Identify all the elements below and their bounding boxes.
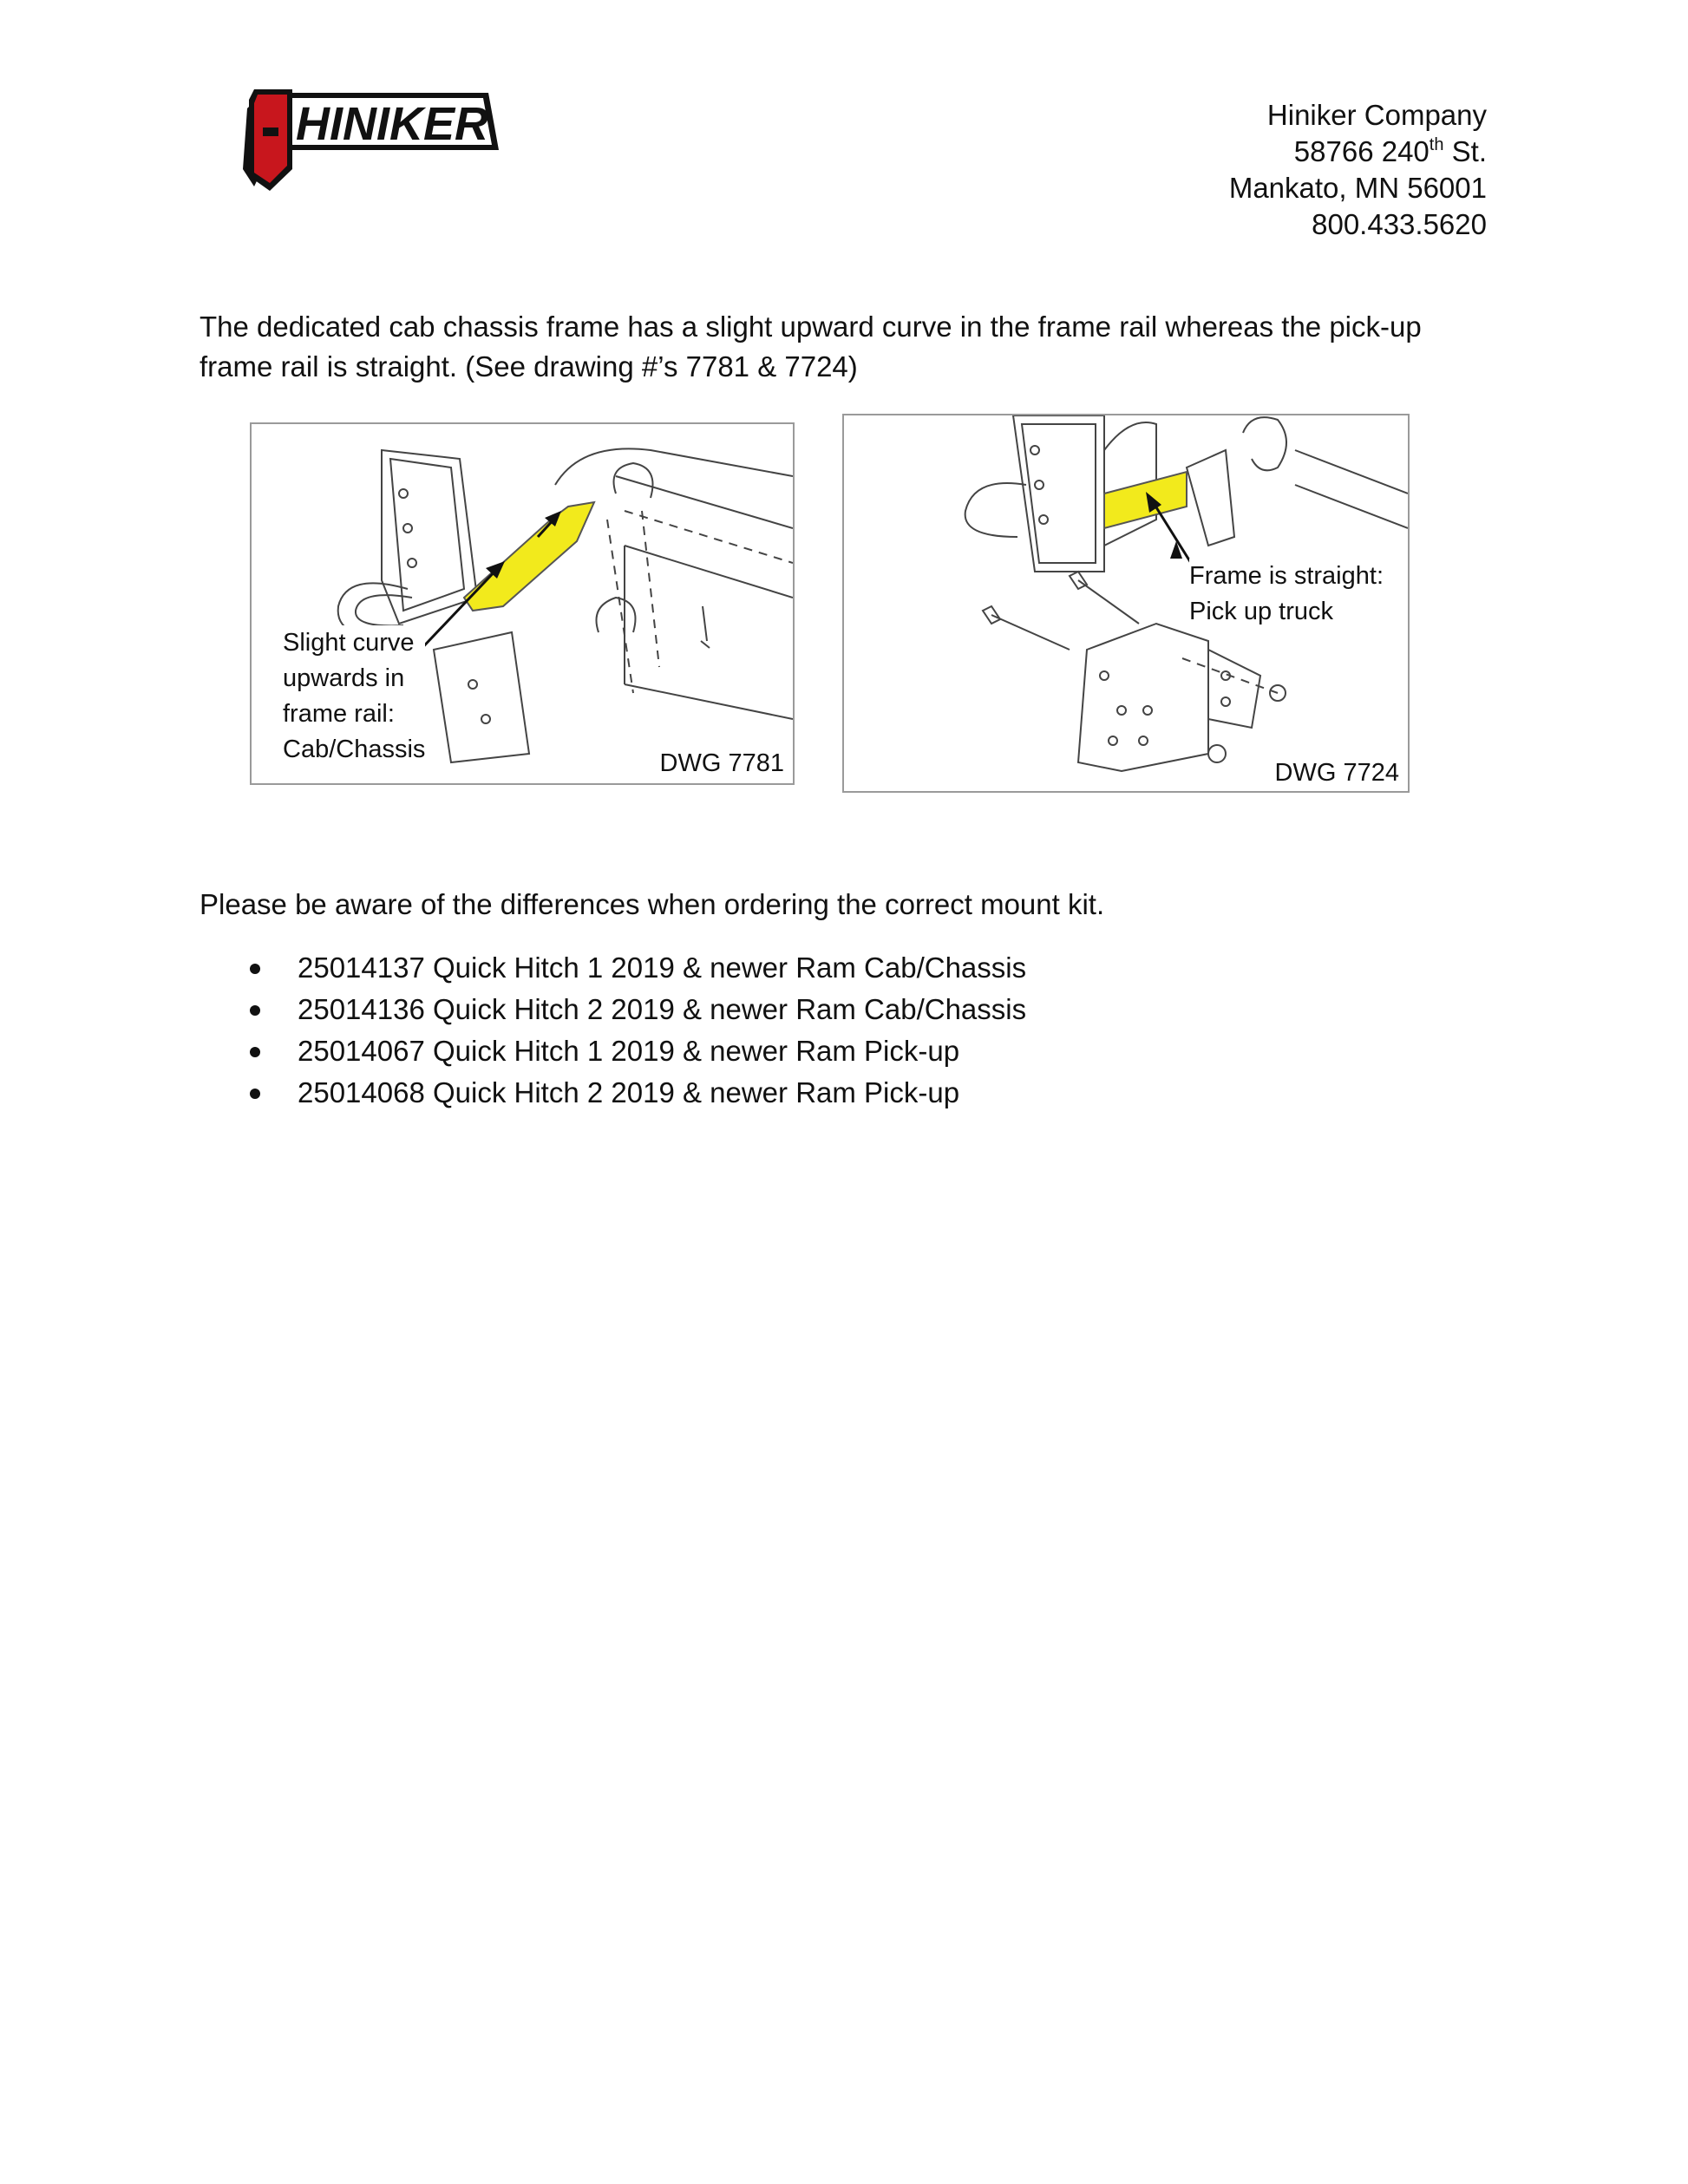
list-item: 25014068 Quick Hitch 2 2019 & newer Ram Pick-up	[200, 1072, 1026, 1114]
mount-kit-list	[200, 947, 1026, 1114]
phone-number: 800.433.5620	[1312, 208, 1487, 240]
straight-callout: Frame is straight: Pick up truck	[1189, 559, 1384, 630]
company-name: Hiniker Company	[1266, 99, 1487, 131]
bullet-icon	[250, 1005, 260, 1016]
curved-frame-rail-highlight	[464, 502, 594, 611]
drawing-7781	[250, 422, 795, 785]
bullet-icon	[250, 1089, 260, 1099]
company-address	[1036, 97, 1487, 243]
street-address: 58766 240th St.	[1293, 135, 1487, 167]
drawing-7724	[842, 414, 1410, 793]
straight-frame-rail-highlight	[1104, 472, 1187, 528]
hiniker-logo	[239, 82, 499, 199]
city-state-zip: Mankato, MN 56001	[1228, 172, 1487, 204]
logo-wordmark: HINIKER	[296, 98, 489, 150]
list-item: 25014137 Quick Hitch 1 2019 & newer Ram Cab/Chassis	[200, 947, 1026, 989]
bullet-icon	[250, 964, 260, 974]
list-item: 25014136 Quick Hitch 2 2019 & newer Ram Cab/Chassis	[200, 989, 1026, 1030]
bullet-icon	[250, 1047, 260, 1057]
curve-callout: Slight curve upwards in frame rail: Cab/Chassis	[283, 625, 425, 768]
list-item: 25014067 Quick Hitch 1 2019 & newer Ram Pick-up	[200, 1030, 1026, 1072]
drawing-number-label: DWG 7724	[1272, 759, 1403, 788]
notice-paragraph: Please be aware of the differences when ordering the correct mount kit.	[200, 888, 1105, 920]
intro-paragraph: The dedicated cab chassis frame has a slight upward curve in the frame rail whereas the pick-up frame rail is straight. (See drawing #’s 7781 & 7724)	[200, 311, 1422, 383]
drawing-number-label: DWG 7781	[657, 749, 788, 778]
